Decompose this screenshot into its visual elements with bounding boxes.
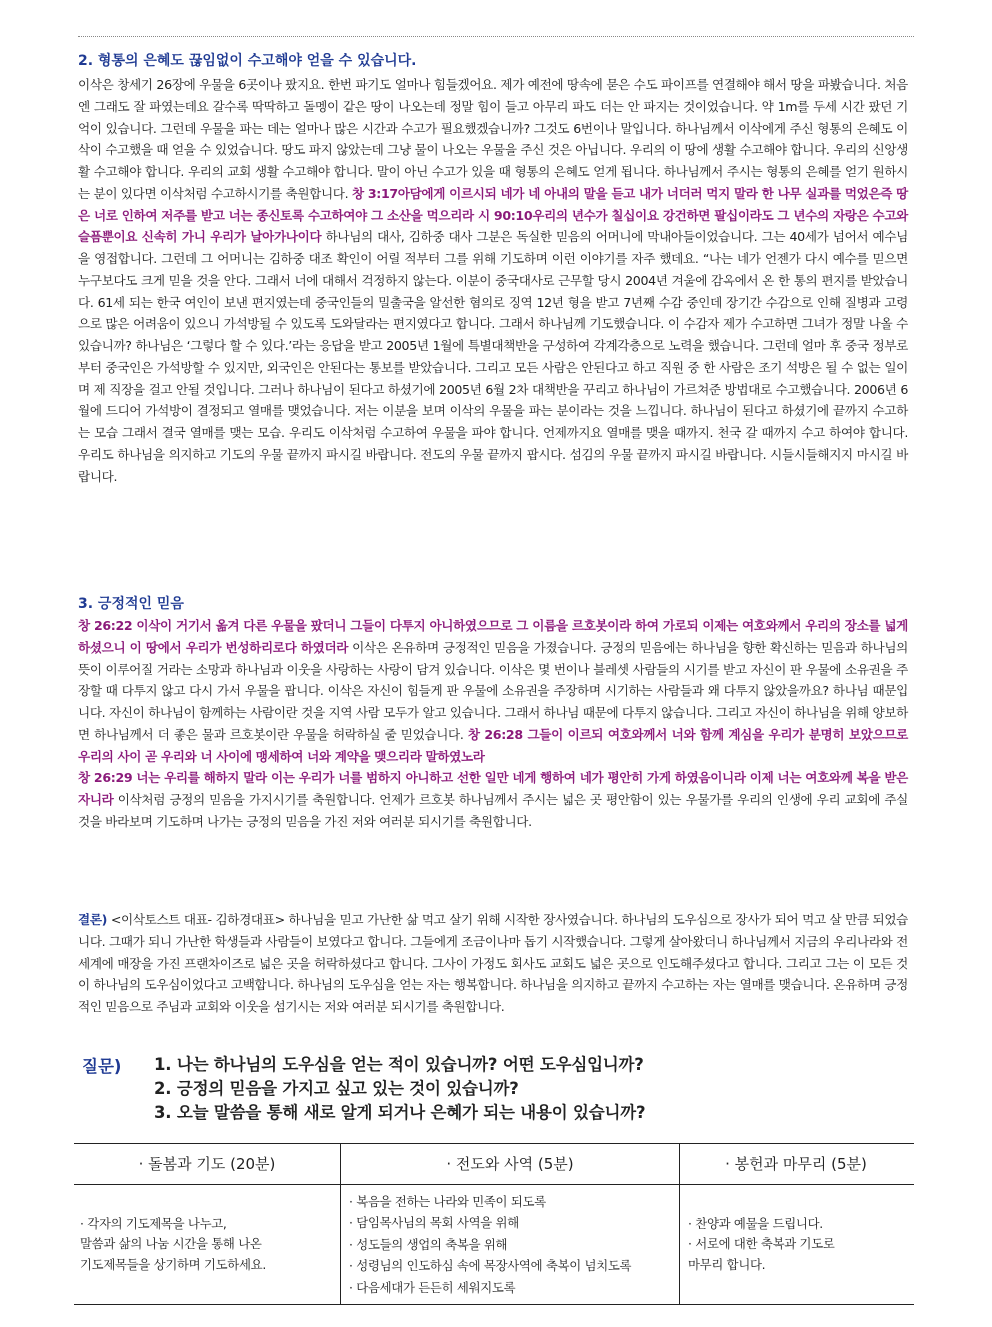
section-3-verse-1: 창 26:22 이삭이 거기서 옮겨 다른 우물을 팠더니 그들이 다투지 아니하였으므로 그 이름을 르호봇이라 하여 가로되 이제는 여호와께서 우리의 장소를 넓게 하셨으니 이 땅에서 우리가 번성하리로다 하였더라 — [78, 618, 908, 655]
questions-label: 질문) — [82, 1057, 122, 1076]
section-3-title: 3. 긍정적인 믿음 — [78, 596, 184, 612]
list-item: · 담임목사님의 목회 사역을 위해 — [349, 1215, 519, 1231]
section-3-paragraph-2: 이삭처럼 긍정의 믿음을 가지시기를 축원합니다. 언제가 르호봇 하나님께서 주시는 넓은 곳 평안함이 있는 우물가를 우리의 인생에 우리 교회에 주실 것을 바라보며 기도하며 나가는 긍정의 믿음을 가진 저와 여러분 되시기를 축원합니다. — [78, 792, 908, 829]
section-3-paragraph-1: 이삭은 온유하며 긍정적인 믿음을 가졌습니다. 긍정의 믿음에는 하나님을 향한 확신하는 믿음과 하나님의 뜻이 이루어질 거라는 소망과 하나님과 이웃을 사랑하는 사랑이 담겨 있습니다. 이삭은 몇 번이나 블레셋 사람들의 시기를 받고 자신이 판 우물에 소유권을 주장할 때 다투지 않고 다시 가서 우물을 팝니다. 이삭은 자신이 힘들게 판 우물에 소유권을 주장하며 시기하는 사람들과 왜 다투지 않았을까요? 하나님 때문입니다. 자신이 하나님이 함께하는 사람이란 것을 지역 사람 모두가 알고 있습니다. 그래서 하나님 때문에 다투지 않습니다. 그리고 자신이 하나님을 위해 양보하면 하나님께서 더 좋은 물과 르호봇이란 우물을 허락하실 줄 믿었습니다. — [78, 639, 908, 742]
schedule-column-offering — [678, 1144, 914, 1304]
list-item: · 성도들의 생업의 축복을 위해 — [349, 1236, 508, 1252]
schedule-cell-offering — [678, 1185, 914, 1304]
meeting-schedule-table — [74, 1143, 914, 1305]
question-3: 3. 오늘 말씀을 통해 새로 알게 되거나 은혜가 되는 내용이 있습니까? — [154, 1103, 646, 1122]
list-item: 기도제목들을 상기하며 기도하세요. — [80, 1256, 266, 1272]
section-2-verse: 창 3:17아담에게 이르시되 네가 네 아내의 말을 듣고 내가 너더러 먹지 말라 한 나무 실과를 먹었은즉 땅은 너로 인하여 저주를 받고 너는 종신토록 수고하여야 그 소산을 먹으리라 시 90:10우리의 년수가 칠십이요 강건하면 팔십이라도 그 년수의 자랑은 수고와 슬픔뿐이요 신속히 가니 우리가 날아가나이다 — [78, 185, 908, 245]
section-3-verse-3: 창 26:29 너는 우리를 해하지 말라 이는 우리가 너를 범하지 아니하고 선한 일만 네게 행하여 네가 평안히 가게 하였음이니라 이제 너는 여호와께 복을 받은 자니라 — [78, 770, 908, 807]
question-2: 2. 긍정의 믿음을 가지고 싶고 있는 것이 있습니까? — [154, 1079, 519, 1098]
conclusion-body — [78, 909, 908, 1018]
top-divider — [78, 36, 914, 37]
list-item: · 서로에 대한 축복과 기도로 — [688, 1236, 835, 1252]
schedule-header-mission: · 전도와 사역 (5분) — [341, 1144, 679, 1185]
section-2-title: 2. 형통의 은혜도 끊임없이 수고해야 얻을 수 있습니다. — [78, 53, 417, 69]
conclusion-text: <이삭토스트 대표- 김하경대표> 하나님을 믿고 가난한 삶 먹고 살기 위해 시작한 장사였습니다. 하나님의 도우심으로 장사가 되어 먹고 살 만큼 되었습니다. 그때가 되니 가난한 학생들과 사람들이 보였다고 합니다. 그들에게 조금이나마 돕기 시작했습니다. 그렇게 살아왔더니 하나님께서 지금의 우리나라와 전 세계에 매장을 가진 프랜차이즈로 넓은 곳을 허락하셨다고 합니다. 그사이 가정도 회사도 교회도 넓은 곳으로 인도해주셨다고 합니다. 그리고 그는 이 모든 것이 하나님의 도우심이었다고 고백합니다. 하나님의 도우심을 얻는 자는 행복합니다. 하나님을 의지하고 끝까지 수고하는 자는 열매를 맺습니다. 온유하며 긍정적인 믿음으로 주님과 교회와 이웃을 섬기시는 저와 여러분 되시기를 축원합니다. — [78, 912, 908, 1014]
schedule-column-care-prayer — [74, 1144, 340, 1304]
section-2-paragraph-2: 하나님의 대사, 김하중 대사 그분은 독실한 믿음의 어머니에 막내아들이었습니다. 그는 40세가 넘어서 예수님을 영접합니다. 그런데 그 어머니는 김하중 대조 확인이 어릴 적부터 그를 위해 기도하며 이런 이야기를 자주 했데요. “나는 네가 언젠가 다시 예수를 믿으면 누구보다도 크게 믿을 것을 안다. 그래서 너에 대해서 걱정하지 않는다. 이분이 중국대사로 근무할 당시 2004년 겨울에 감옥에서 온 한 통의 편지를 받았습니다. 61세 되는 한국 여인이 보낸 편지였는데 중국인들의 밀출국을 알선한 혐의로 징역 12년 형을 받고 7년째 수감 중인데 장기간 수감으로 인해 질병과 고령으로 많은 어려움이 있으니 가석방될 수 있도록 도와달라는 편지였다고 합니다. 그래서 하나님께 기도했습니다. 이 수감자 제가 수고하면 그녀가 정말 나올 수 있습니까? 하나님은 ‘그렇다 할 수 있다.’라는 응답을 받고 2005년 1월에 특별대책반을 구성하여 각계각층으로 노력을 했습니다. 그런데 얼마 후 중국 정부로부터 중국인은 가석방할 수 있지만, 외국인은 안된다는 통보를 받았습니다. 그리고 모든 사람은 안된다고 하고 직원 중 한 사람은 조기 석방은 될 수 없는 일이며 제 직장을 걸고 안될 것입니다. 그러나 하나님이 된다고 하셨기에 2005년 6월 2차 대책반을 꾸리고 하나님이 가르쳐준 방법대로 수고했습니다. 2006년 6월에 드디어 가석방이 결정되고 열매를 맺었습니다. 저는 이분을 보며 이삭의 우물을 파는 분이라는 것을 느낍니다. 하나님이 된다고 하셨기에 끝까지 수고하는 모습 그래서 결국 열매를 맺는 모습. 우리도 이삭처럼 수고하여 우물을 파야 합니다. 언제까지요 열매를 맺을 때까지. 천국 갈 때까지 수고 하여야 합니다. 우리도 하나님을 의지하고 기도의 우물 끝까지 파시길 바랍니다. 전도의 우물 끝까지 팝시다. 섬김의 우물 끝까지 파시길 바랍니다. 시들시들해지지 마시길 바랍니다. — [78, 229, 908, 484]
list-item: · 성령님의 인도하심 속에 목장사역에 축복이 넘치도록 — [349, 1258, 632, 1274]
schedule-cell-mission — [341, 1185, 679, 1304]
list-item: 마무리 합니다. — [688, 1256, 766, 1272]
schedule-list-offering — [678, 1214, 835, 1276]
list-item: · 복음을 전하는 나라와 민족이 되도록 — [349, 1193, 546, 1209]
list-item: · 다음세대가 든든히 세워지도록 — [349, 1279, 516, 1295]
schedule-list-care-prayer — [74, 1214, 266, 1276]
question-1: 1. 나는 하나님의 도우심을 얻는 적이 있습니까? 어떤 도우심입니까? — [154, 1055, 644, 1074]
list-item: · 각자의 기도제목을 나누고, — [80, 1215, 227, 1231]
schedule-header-offering: · 봉헌과 마무리 (5분) — [678, 1144, 914, 1185]
section-2-body — [78, 74, 908, 487]
schedule-column-mission — [340, 1144, 680, 1304]
section-3-verse-2: 창 26:28 그들이 이르되 여호와께서 너와 함께 계심을 우리가 분명히 보았으므로 우리의 사이 곧 우리와 너 사이에 맹세하여 너와 계약을 맺으리라 말하였노라 — [78, 726, 908, 764]
schedule-list-mission — [341, 1191, 631, 1299]
section-2-paragraph-1: 이삭은 창세기 26장에 우물을 6곳이나 팠지요. 한번 파기도 얼마나 힘들겠어요. 제가 예전에 땅속에 묻은 수도 파이프를 연결해야 해서 땅을 파봤습니다. 처음엔 그래도 잘 파였는데요 갈수록 딱딱하고 돌멩이 같은 땅이 나오는데 정말 힘이 들고 아무리 파도 더는 안 파지는 것이었습니다. 약 1m를 두세 시간 팠던 기억이 있습니다. 그런데 우물을 파는 데는 얼마나 많은 시간과 수고가 필요했겠습니까? 그것도 6번이나 말입니다. 하나님께서 이삭에게 주신 형통의 은혜도 이삭이 수고했을 때 얻을 수 있었습니다. 땅도 파지 않았는데 그냥 물이 나오는 우물을 주신 것은 아닙니다. 우리의 이 땅에 생활 수고해야 합니다. 우리의 신앙생활 수고해야 합니다. 우리의 교회 생활 수고해야 합니다. 말이 아닌 수고가 있을 때 형통의 은혜도 얻게 됩니다. 하나님께서 주시는 형통의 은혜를 얻기 원하시는 분이 있다면 이삭처럼 수고하시기를 축원합니다. — [78, 77, 908, 201]
list-item: 말씀과 삶의 나눔 시간을 통해 나온 — [80, 1236, 262, 1252]
schedule-header-care-prayer: · 돌봄과 기도 (20분) — [74, 1144, 340, 1185]
questions-list — [154, 1053, 645, 1125]
schedule-cell-care-prayer — [74, 1185, 340, 1304]
conclusion-label: 결론) — [78, 912, 108, 927]
section-3-body — [78, 615, 908, 833]
list-item: · 찬양과 예물을 드립니다. — [688, 1215, 823, 1231]
